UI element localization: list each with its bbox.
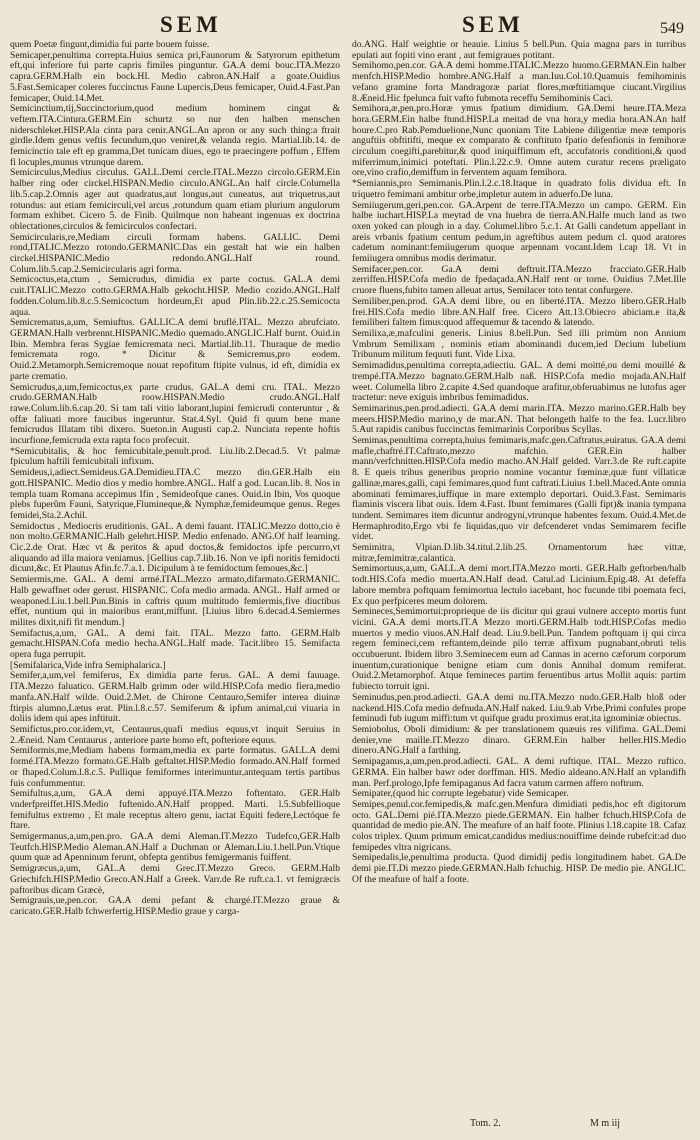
left-column [10,40,340,1116]
dictionary-entry: Semiliber,pen.prod. GA.A demi libre, ou en liberté.ITA. Mezzo libero.GER.Halb frei.HIS.Cofa medio libre.AN.Half free. Cicero Att.13.Obiecro abiciam.e ita,& femiliberi faltem fimus:quod affequemur & tacendo & latendo. [352,295,686,329]
volume-mark: Tom. 2. [470,1118,501,1129]
dictionary-entry: Semipedalis,le,penultima producta. Quod dimidij pedis longitudinem habet. GA.De demi pie.IT.Di mezzo piede.GERMAN.Halb fchuchig. HISP. De medio pie. ANGLIC. Of the meafure of half a foote. [352,852,686,885]
dictionary-entry: Semimadidus,penultima correpta,adiectiu. GAL. A demi moitté,ou demi mouillé & trempé.ITA.Mezzo bagnato.GERM.Halb naß. HISP.Cofa medio mojada.AN.Half weet. Columella libro 2.capite 4.Sed quandoque arafitur,obferuabimus ne lutofus ager tractetur: neve exiguis imbribus femimadidus. [352,360,686,404]
dictionary-entry: Semigermanus,a,um,pen.pro. GA.A demi Aleman.IT.Mezzo Tudefco,GER.Halb Teutfch.HISP.Medio Aleman.AN.Half a Duchman or Aleman.Liu.1.bell.Pun.Vtique quum quæ ad Apenninum ferunt, obfepta gentibus femigermanis fuiffent. [10,831,340,864]
dictionary-entry: Semifictus,pro.cor.idem,vt, Centaurus,quafi medius equus,vt inquit Seruius in 2.Æneid. Nam Centaurus , anteriore parte homo eft, pofteriore equus. [10,724,340,746]
page-number: 549 [660,20,684,37]
dictionary-entry: Semidoctus , Mediocris eruditionis. GAL. A demi fauant. ITALIC.Mezzo dotto,cio è non molto.GERMANIC.Halb gelehrt.HISP. Medio enfenado. ANG.Of half learning. Cic.2.de Orat. Hæc vt & peritos & apud doctos,& femidoctos ipfe percurro,vt aliquando ad illa maiora veniamus. [Gellius cap.7.lib.16. Non ve ipfi noritis femidocti dicunt,&c. Et Plautus Afin.fc.7.a.1. Dicipulum à te femidoctum femoues,&c.] [10,520,340,575]
running-head-left: SEM [160,12,222,37]
page-header [10,8,686,42]
dictionary-entry: Semihora,æ,pen.pro.Horæ ymus fpatium dimidium. GA.Demi heure.ITA.Meza hora.GERM.Ein halbe ftund.HISP.La meitad de vna hora,y media hora.AN.An half houre.C.pro Rab.Pemduelione,Nunc quoniam Tite Labiene diligentiæ meæ temporis anguftiis obftitifti, meque ex comparato & conftituto fpatio defenfionis in femihoræ circulum coegifti,parebitur,& quod iniquiffimum eft, accufatoris conditioni,& quod miferrimum,inimici poteftati. Plin.l.22.c.9. Omne autem curatur recens præligato ore,vino crafio,demiffum in ferventem aquam femihora. [352,103,686,179]
dictionary-entry: Semilixa,æ,mafculini generis. Linius 8.bell.Pun. Sed illi primùm non Annium Vmbrum Semilixam , nominis etiam abominandi ducem,ied Decium Iubelium Tribunum militum fequuti funt. Vide Lixa. [352,327,686,361]
dictionary-entry: Semimitra, Vlpian.D.lib.34.titul.2.lib.25. Ornamentorum hæc vittæ, mitræ,femimitræ,calantica. [352,542,686,564]
dictionary-entry: Semifactus,a,um, GAL. A demi fait. ITAL. Mezzo fatto. GERM.Halb gemacht.HISPAN.Cofa medio hecha.ANGL.Half made. Tacit.libro 15. Semifacta opera fuga perrupit. [10,627,340,661]
dictionary-entry: quem Poetæ fingunt,dimidia fui parte bouem fuisse. [10,40,210,50]
dictionary-entry: Semideus,i,adiect.Semideus.GA.Demidieu.ITA.C mezzo dio.GER.Halb ein gott.HISPANIC. Medio dios y medio hombre.ANGL. Half a god. Lucan.lib. 8. Nos in templa tuam Romana accepimus Ifin , Semideofque canes. Ouid.in Ibin, Vos quoque plebs fuperûm Fauni, Satyrique,Flumineque,& Nymphæ,femideumque genus. Reges femidei,Sta.2.Achil. [10,467,340,521]
dictionary-entry: Semimas,penultima correpta,huius femimaris,mafc.gen.Caftratus,euiratus. GA.A demi mafle,chaftré.IT.Caftrato,mezzo mafchio. GER.Ein halber mann/verfchnitten.HISP.Cofa medio macho.AN.Half gelded. Varr.3.de Re ruft.capite 8. E queis tribus generibus proprio nomine vocantur fœminæ,quæ funt villaticæ gallinæ,mares,galli, capi femimares,quod funt caftrati.Liuius 1.bell.Maced.Ante omnia abominati femimares,iuffique in mare extemplo deportari. Ouid.3.Fast. Semimaris flaminis viscera libat ouis. Idem 4.Fast. Ibunt femimares (Galli fipt)& inania tympana tundent. Semimares item dicuntur androgyni,vtrunque habentes fexum. Ouid.4.Met.de Hermaphrodito,Ergo vbi fe liquidas,quo vir defcenderet vndas Semimarem fecifle videt. [352,435,686,543]
dictionary-entry: Semicircularis,re,Mediam circuli formam habens. GALLIC. Demi rond,ITALIC.Mezzo rotondo.GERMANIC.Das ein gestalt hat wie ein halben circkel.HISPANIC.Medio redondo.ANGL.Half round. Colum.lib.5.cap.2.Semicircularis agri forma. [10,231,340,275]
dictionary-entry: Semiformis,me,Mediam habens formam,media ex parte formatus. GALL.A demi formé.ITA.Mezzo formato.GE.Halb geftaltet.HISP.Medio formado.AN.Half formed or fhaped.Colum.l.8.c.5. Pullique femiformes interimuntur,antequam tertis partibus fuis confummentur. [10,745,340,789]
dictionary-entry: Semiobolus, Oboli dimidium: & per translationem quæuis res vilifima. GAL.Demi denier,vne maille.IT.Mezzo dinaro. GERM.Ein halber heller.HIS.Medio dinero.ANG.Half a farthing. [352,724,686,757]
dictionary-entry: Semiermis,me. GAL. A demi armé.ITAL.Mezzo armato,difarmato.GERMANIC. Halb gewaffnet oder gerust. HISPANIC. Cofa medio armada. ANGL. Half armed or weaponed.Liu.1.bell.Pun.Binis in caftris quum multitudo femiermis,five diuctibus effet, nuntium qui in maioribus erant,miffunt. [Liuius libro 6.decad.4.Semiermes milites dixit,nifi fit mendum.] [10,574,340,628]
dictionary-entry: Semigræcus,a,um, GAL.A demi Grec.IT.Mezzo Greco. GERM.Halb Griechifch.HISP.Medio Greco.AN.Half a Greek. Varr.de Re ruft.ca.1. vt femigræcis paftoribus dicam Græcè, [10,863,340,896]
dictionary-entry: Semimarinus,pen.prod.adiecti. GA.A demi marin.ITA. Mezzo marino.GER.Halb bey meers.HISP.Medio marino,y de mar.AN. That belongeth halfe to the fea. Lucr.libro 5.Aut rapidis canibus fuccinctas femimarinis Corporibus Scyllas. [352,402,686,436]
dictionary-entry: Semiiugerum,geri,pen.cor. GA.Arpent de terre.ITA.Mezzo un campo. GERM. Ein halbe iuchart.HISP.La meytad de vna huebra de tierra.AN.Halfe much land as two oxen yoked can plough in a day. Columel.libro 5.c.1. At Galli candetum appellant in areis vrbanis fpatium centum pedum,in agreftibus autem pedum cl. quod aratores cadetum nominant:femiiugerum quoque arpennam vocant.Idem l.cap 18. Vt in femiiugera omnibus modis derimatur. [352,199,686,265]
dictionary-entry: Semicaper,penultima correpta.Huius semica pri,Faunorum & Satyrorum epithetum eft,qui inferiore fui parte capris fimiles pinguntur. GA.A demi bouc.ITA.Mezzo capra.GERM.Halb ein bock.HI. Medio cabron.AN.Half a goate.Ouidius 5.Fast.Semicaper coleres fuccinctus Faune Lupercis,Deus femicaper, Ouid.4.Fast.Pan femicaper, Ouid.14.Met. [10,49,340,104]
dictionary-entry: Semicrematus,a,um, Semiuftus. GALLIC.A demi bruflé.ITAL. Mezzo abrufciato. GERMAN.Halb verbrennt.HISPANIC.Medio quemado.ANGLIC.Half burnt. Ouid.in Ibin. Membra feras Sygiae femicremata neci. Martial.lib.11. Thuraque de medio femicremata rogo. * Dicitur & Semicremus,pro eodem. Ouid.2.Metamorph.Semicremoque nouat repofitum ftipite vulnus, id eft, dimidia ex parte crematio. [10,317,340,382]
dictionary-entry: Semifer,a,um,vel femiferus, Ex dimidia parte ferus. GAL. A demi fauuage. ITA.Mezzo faluatico. GERM.Halb grimm oder wild.HISP.Cofa medio fiera,medio manfa.AN.Half wilde. Ouid.2.Met. de Chirone Centauro,Semifer interea diuinæ ftirpis alumno,Lætus erat. Plin.l.8.c.57. Semiferum & ipfum animal,cui viuaria in doliis idem qui apes inftituit. [10,670,340,725]
dictionary-entry: Semihomo,pen.cor. GA.A demi homme.ITALIC.Mezzo huomo.GERMAN.Ein halber menfch.HISP.Medio hombre.ANG.Half a man.Iuu.Col.10.Quamuis femihominis vefano gramine forta Mandragoræ pariat flores,mœftitiamque ciucant.Virgilius 8.Æneid.Hic fpelunca fuit vafto fubmota receffu Semihominis Caci. [352,60,686,104]
dictionary-entry: Semicrudus,a,um,femicoctus,ex parte crudus. GAL.A demi cru. ITAL. Mezzo crudo.GERMAN.Halb roow.HISPAN.Medio crudo.ANGL.Half rawe.Colum.lib.6.cap.20. Si tam tali vitio laborant,lupini femicrudi conteruntur , & offæ faliuati more faucibus ingeruntur. Stat.4.Syl. Quid fi quum bene mane femicrudus Illatam tibi dixero. Sueton.in Augusti cap.2. Nunciata repente hoftis incurfione,femicruda exta rapta foco profecuit. [10,381,340,447]
right-column [352,40,686,1116]
dictionary-entry: *Semicubitalis, & hoc femicubitale,penult.prod. Liu.lib.2.Decad.5. Vt palmæ fpiculum haftili femicubitali infixum. [10,445,340,468]
dictionary-entry: Semicoctus,eta,ctum , Semicrudus, dimidia ex parte coctus. GAL.A demi cuit.ITALIC.Mezzo cotto.GERMA.Halb gekocht.HISP. Medio cozido.ANGL.Half fodden.Colum.lib.8.c.5.Semicoctum hordeum,Et apud Plin.lib.22.c.25.Semicocta aqua. [10,274,340,318]
dictionary-entry: Seminudus,pen.prod.adiecti. GA.A demi nu.ITA.Mezzo nudo.GER.Halb bloß oder nackend.HIS.Cofa medio defnuda.AN.Half naked. Liu.9.ab Vrbe,Primi confules prope feminudi fub iugum miffi:tum vt quifque gradu proximus erat,ita ignominiæ obiectus. [352,691,686,725]
dictionary-entry: [Semifalarica,Vide infra Semiphalarica.] [10,659,166,671]
dictionary-entry: Semineces,Semimortui:proprieque de iis dicitur qui graui vulnere accepto mortis funt vicini. GA.A demi morts.IT.A Mezzo morti.GERM.Halb todt.HISP.Cofas medio muertos y medio viuos.AN.Half dead. Liu.9.bell.Pun. Tandem poftquam ij qui circa regem femineci,cem reftantem,deinde pilo terræ affixum pugnabant,obruti telis occubuerunt. Ibidem libro 3.Seminecem eum ad Cannas in acerno cæforum corporum inuentum,curationique benigne etiam cum donis Annibal domum remiferat. Ouid.2.Metamorphof. Atque femineces partim feruentibus artus Mollit aquis: partim fubiecto torruit igni. [352,606,686,693]
dictionary-entry: Semigrauis,ue,pen.cor. GA.A demi pefant & chargé.IT.Mezzo graue & caricato.GER.Halb fchwerfertig.HISP.Medio graue y carga- [10,895,340,917]
dictionary-entry: Semifultus,a,um, GA.A demi appuyé.ITA.Mezzo foftentato. GER.Halb vnderfpreiffet.HIS.Medio fuftenido.AN.Half propped. Marti. l.5.Subfellioque femifultus extremo , Et male receptus altero genu, iactat Equiti federe,Lectóque fe ftare. [10,788,340,832]
dictionary-entry: Semifacer,pen.cor. Ga.A demi deftruit.ITA.Mezzo fracciato.GER.Halb zerriffen.HISP.Cofa medio de fpedaçada.AN.Half rent or torne. Ouidius 7.Met.Ille cruore fluens,fubito tamen alleuat artus, Semilacer toto tentat confurgere. [352,263,686,297]
signature-mark: M m iij [590,1118,621,1129]
dictionary-entry: Semipater,(quod hic corrupte legebatur) vide Semicaper. [352,788,569,800]
dictionary-entry: *Semiannis,pro Semimanis.Plin.l.2.c.18.Itaque in quadrato folis dividua eft. In triquetro femimani ambitur orbe,impletur autem in aduerfo.De luna. [352,178,686,200]
page-footer [0,1118,700,1134]
dictionary-entry: Semipes,penul.cor.femipedis,& mafc.gen.Menfura dimidiati pedis,hoc eft digitorum octo. GAL.Demi pié.ITA.Mezzo piede.GERMAN. Ein halber fchuch.HISP.Cofa de quantidad de medio pie.AN. The meafure of an half foote. Plinius l.18.capite 18. Cafaz colos triplex. Quum primum emicat,candidus medius:nouiffime deinde rubefcit:ad duo femipedes vltra nigricans. [352,798,686,853]
dictionary-entry: Semipaganus,a,um,pen.prod.adiecti. GAL. A demi ruftique. ITAL. Mezzo ruftico. GERMA. Ein halber bawr oder dorffman. HIS. Medio aldeano.AN.Half an vplandifh man. Perf.prologo,Ipfe femipaganus Ad facra vatum carmen affero noftrum. [352,756,686,789]
dictionary-entry: Semicirculus,Medius circulus. GALL.Demi cercle.ITAL.Mezzo circolo.GERM.Ein halber ring oder circkel.HISPAN.Medio circulo.ANGL.An half circle.Columella lib.5.cap.2.Omnis ager aut quadratus,aut longus,aut cuneatus, aut triquetrus,aut rotundus: aut etiam femicirculi,vel arcus ,rotundum quam etiam plurium angulorum formam exhibet. Cicero 5. de Finib. Quilmque non habeant ingenuas ex doctrina oblectationes,circulos & femicirculos confectari. [10,167,340,232]
dictionary-entry: do.ANG. Half weightie or heauie. Linius 5 bell.Pun. Quia magna pars in turribus epulati aut fopiti vino erant , aut femigraues potitant. [352,40,686,61]
dictionary-entry: Semimortuus,a,um, GALL.A demi mort.ITA.Mezzo morti. GER.Halb geftorben/halb todt.HIS.Cofa medio muerta.AN.Half dead. Catul.ad Licinium.Epig.48. At defeffa labore membra poftquam femimortua lectulo iacebant, hoc fucunde tibi poemata feci, Ex quo perfpiceres meum dolorem. [352,563,686,607]
dictionary-entry: Semicinctium,tij,Succinctorium,quod medium hominem cingat & veftem.ITA.Cintura.GERM.Ein schurtz so nur den halben menschen niderschleket.HISP.Ala cinta para cenir.ANGL.An apron or any such thing:a ftrait girdle.Idem genus veftis fecundum,quo veniret,& velanda regio. Martial.lib.14. de femicinctio tale eft ep gramma,Det tunicam diues, ego te praecingere poffum , Effem fi locuples,munus vtrunque darem. [10,103,340,168]
text-columns [10,40,688,1116]
running-head-right: SEM [462,12,524,37]
